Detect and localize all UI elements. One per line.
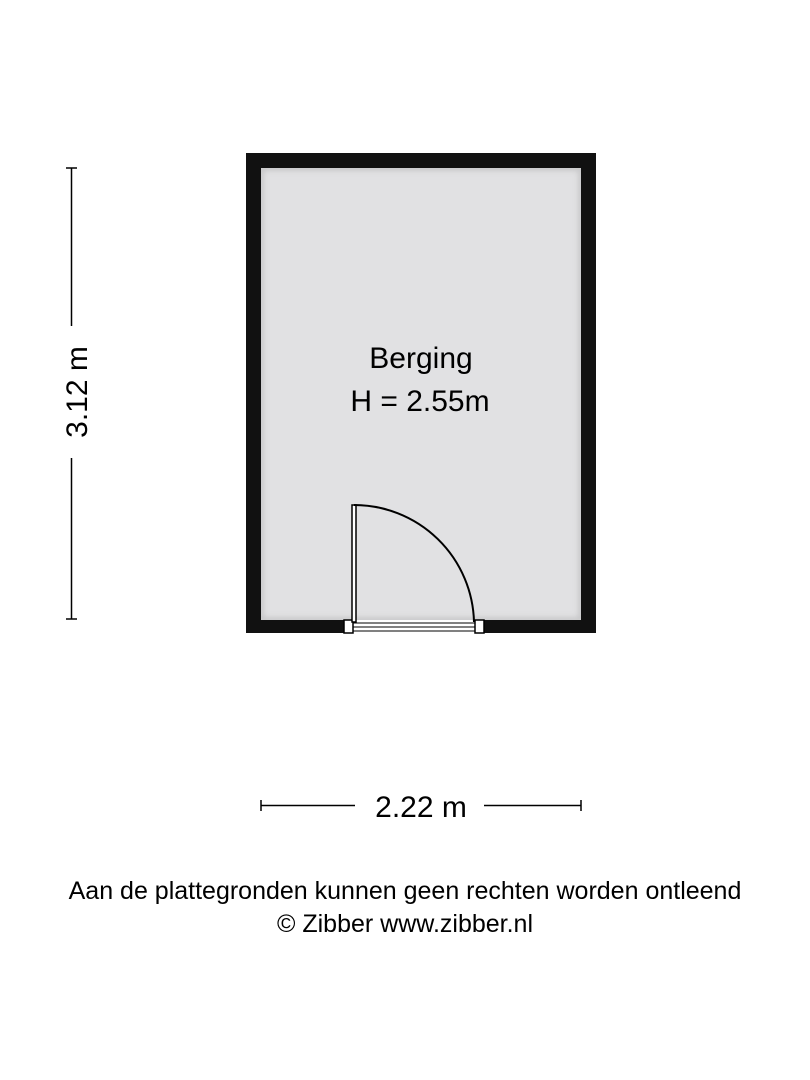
copyright-text: © Zibber www.zibber.nl: [276, 910, 534, 938]
horizontal-dimension-label: 2.22 m: [375, 791, 467, 824]
vertical-dimension: [61, 168, 94, 619]
door-jamb-right: [475, 620, 484, 633]
room-name: Berging: [369, 342, 473, 375]
disclaimer-text: Aan de plattegronden kunnen geen rechten worden ontleend: [68, 877, 742, 905]
horizontal-dimension: [261, 791, 581, 824]
vertical-dimension-label: 3.12 m: [61, 346, 94, 438]
door-leaf: [352, 505, 356, 622]
room-height: H = 2.55m: [350, 385, 490, 418]
